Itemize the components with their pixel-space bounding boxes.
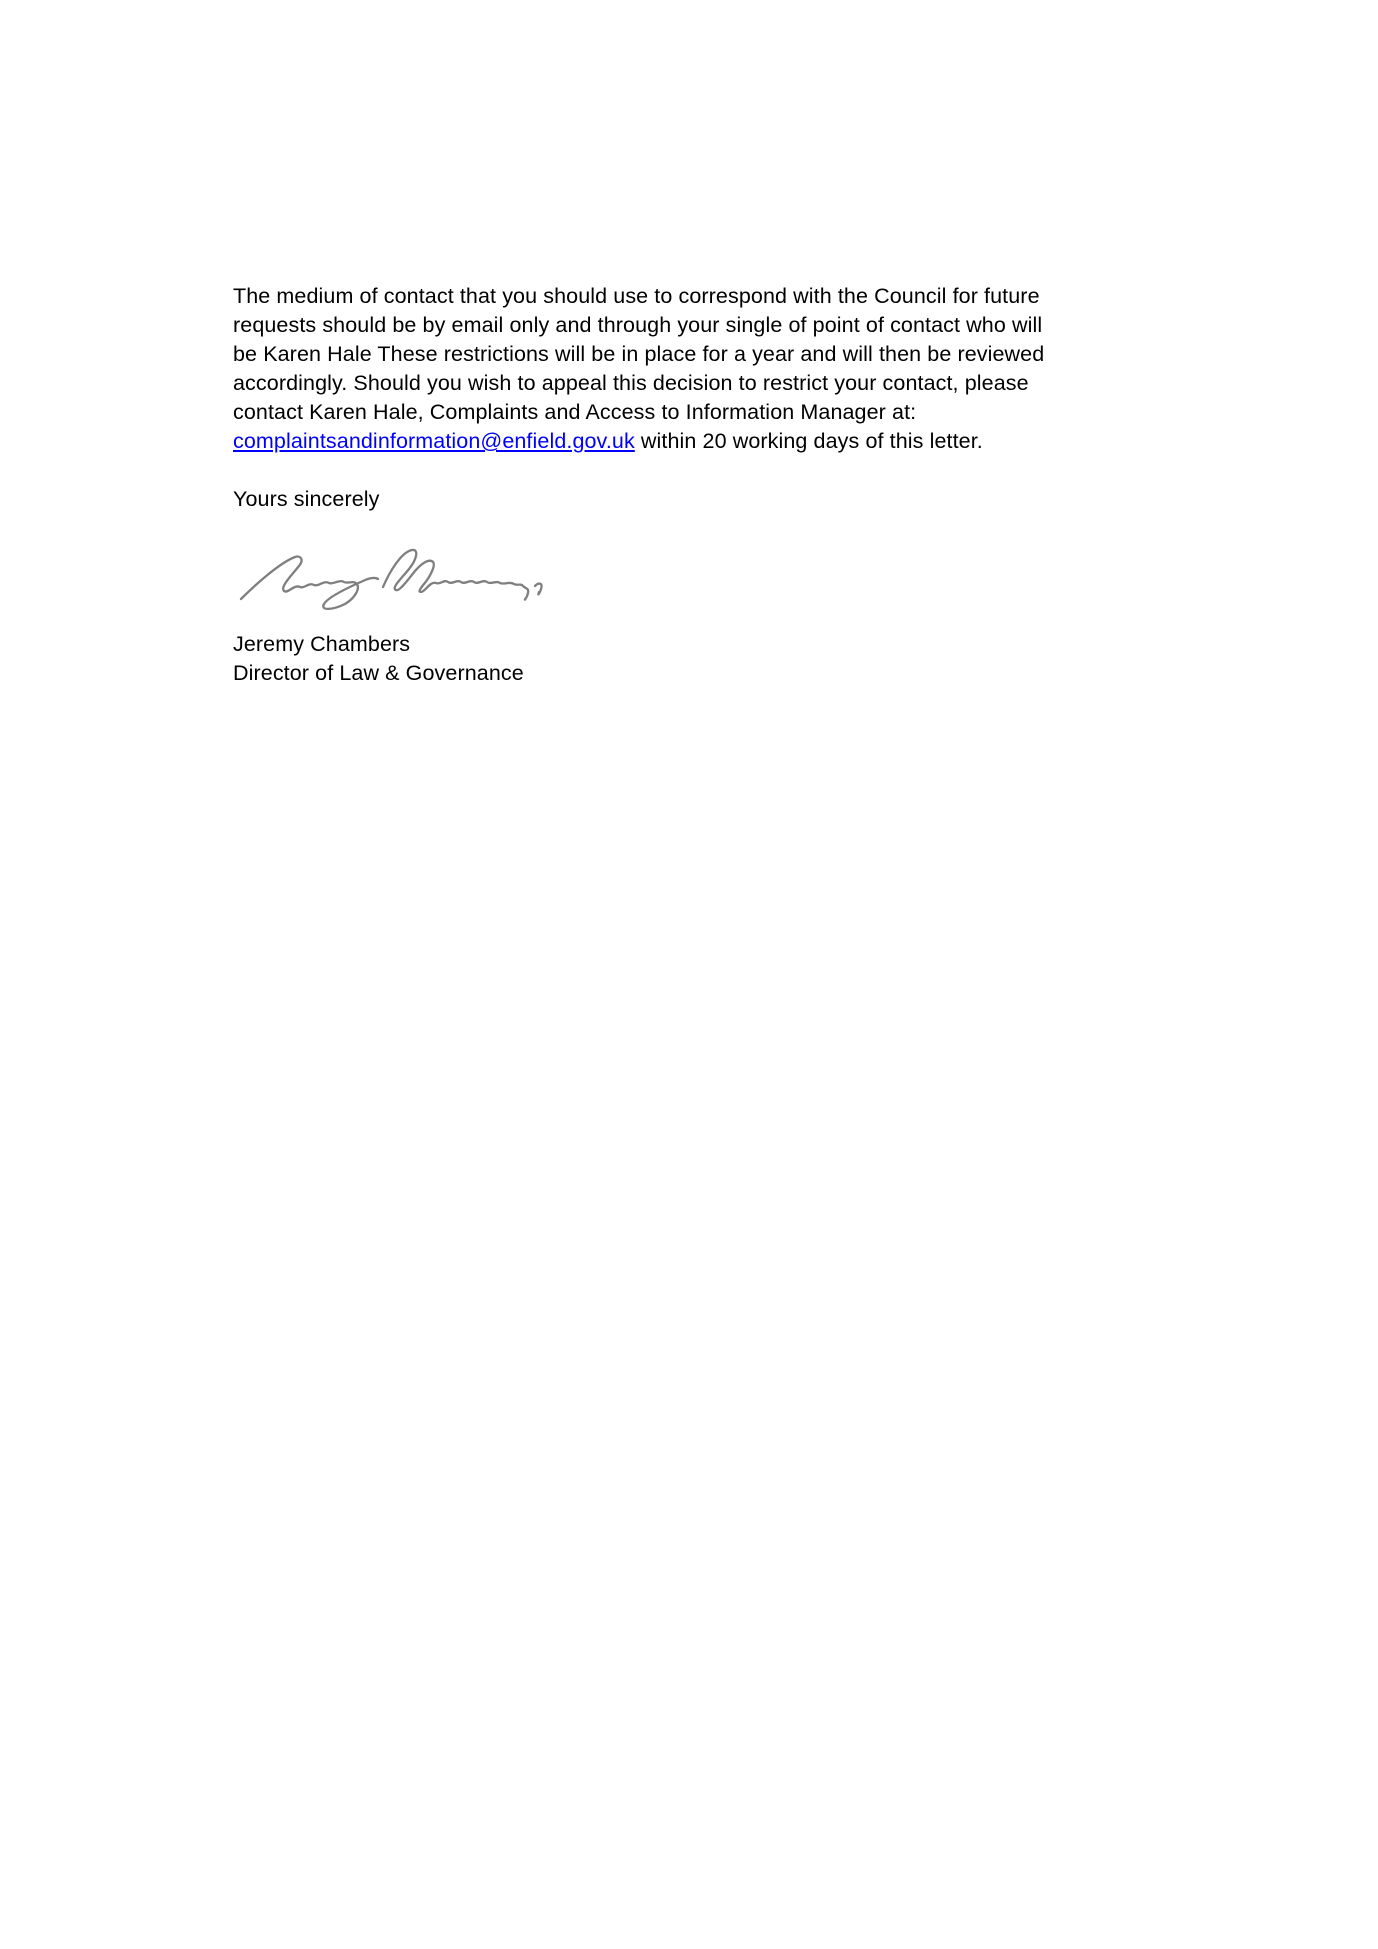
handwritten-signature-image	[235, 537, 547, 619]
signatory-name: Jeremy Chambers	[233, 632, 411, 656]
paragraph-line: be Karen Hale These restrictions will be in place for a year and will then be reviewed	[233, 342, 1045, 366]
valediction: Yours sincerely	[233, 487, 380, 511]
paragraph-line: The medium of contact that you should use to correspond with the Council for future	[233, 284, 1040, 308]
paragraph-line: requests should be by email only and through your single of point of contact who will	[233, 313, 1043, 337]
paragraph	[233, 282, 1213, 456]
paragraph-line: contact Karen Hale, Complaints and Access to Information Manager at:	[233, 400, 917, 424]
paragraph-line	[233, 427, 1213, 456]
signatory-title: Director of Law & Governance	[233, 661, 524, 685]
paragraph-line: accordingly. Should you wish to appeal this decision to restrict your contact, please	[233, 371, 1029, 395]
letter-body	[233, 282, 1213, 688]
paragraph-line-tail: within 20 working days of this letter.	[634, 429, 983, 453]
email-link[interactable]: complaintsandinformation@enfield.gov.uk	[233, 429, 635, 453]
